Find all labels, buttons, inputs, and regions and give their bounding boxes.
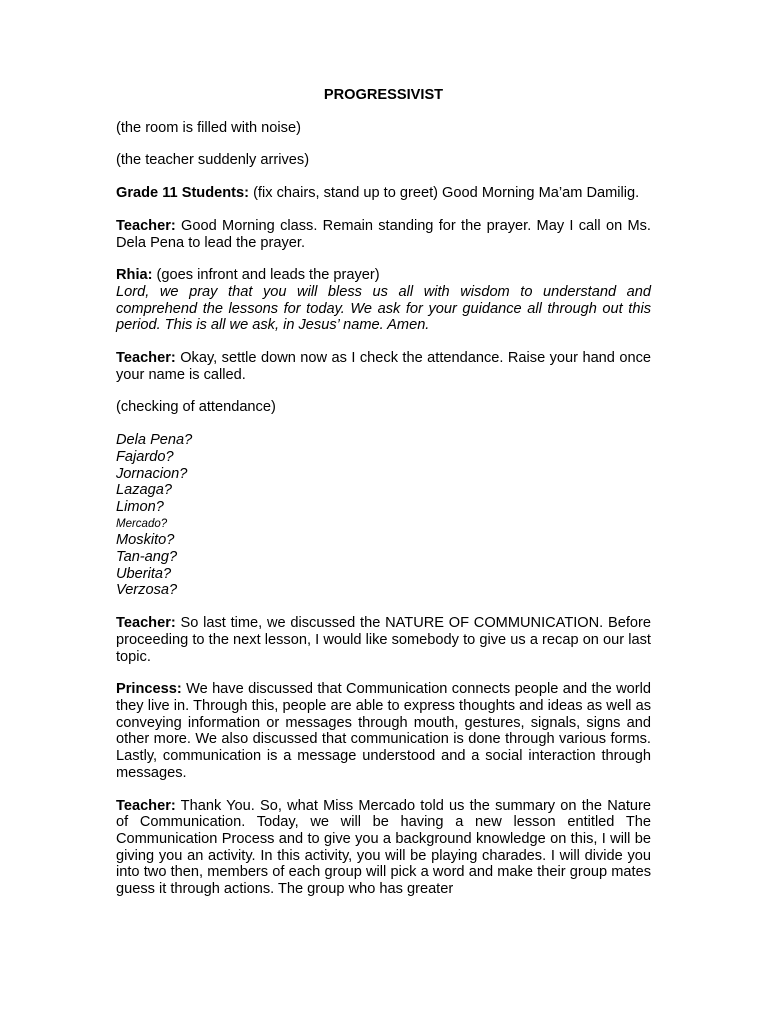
- attendance-name-list: [116, 432, 651, 599]
- stage-direction-teacher-arrives: (the teacher suddenly arrives): [116, 152, 310, 169]
- speaker-label: Teacher:: [116, 615, 176, 632]
- dialogue-princess-recap: [116, 681, 651, 781]
- speaker-label: Teacher:: [116, 350, 176, 367]
- attendance-name: Moskito?: [116, 532, 175, 549]
- attendance-name: Verzosa?: [116, 582, 178, 599]
- dialogue-text: Okay, settle down now as I check the attendance. Raise your hand once your name is called.: [116, 350, 651, 383]
- attendance-name: Lazaga?: [116, 482, 172, 499]
- speaker-label: Princess:: [116, 681, 182, 698]
- dialogue-rhia-prayer: [116, 267, 651, 334]
- speaker-label: Grade 11 Students:: [116, 185, 250, 202]
- attendance-name: Tan-ang?: [116, 549, 178, 566]
- attendance-name: Jornacion?: [116, 465, 188, 482]
- dialogue-students-greeting: [116, 185, 651, 202]
- attendance-name: Fajardo?: [116, 448, 174, 465]
- rhia-intro-line: [116, 267, 651, 284]
- dialogue-teacher-recap-request: [116, 615, 651, 665]
- dialogue-text: (fix chairs, stand up to greet) Good Morning Ma’am Damilig.: [249, 185, 640, 202]
- speaker-label: Teacher:: [116, 797, 176, 814]
- dialogue-text: Thank You. So, what Miss Mercado told us the summary on the Nature of Communication. Today, we will be having a new lesson entitled The Communication Process and to give you a background knowledge on this, I will be giving you an activity. In this activity, you will be playing charades. I will divide you into two then, members of each group will pick a word and make their group mates guess it through actions. The group who has greater: [116, 797, 651, 898]
- speaker-label: Rhia:: [116, 267, 153, 284]
- attendance-name: Mercado?: [116, 517, 168, 530]
- dialogue-teacher-attendance: [116, 350, 651, 383]
- document-title: PROGRESSIVIST: [323, 87, 444, 103]
- document-body: [116, 87, 651, 914]
- dialogue-text: So last time, we discussed the NATURE OF COMMUNICATION. Before proceeding to the next lesson, I would like somebody to give us a recap on our last topic.: [116, 615, 651, 665]
- attendance-name: Dela Pena?: [116, 432, 193, 449]
- stage-direction-attendance: (checking of attendance): [116, 399, 276, 416]
- dialogue-text: (goes infront and leads the prayer): [152, 267, 380, 284]
- dialogue-text: We have discussed that Communication connects people and the world they live in. Through this, people are able to express thoughts and ideas as well as conveying information or messages through mouth, gestures, signals, signs and other more. We also discussed that communication is done through various forms. Lastly, communication is a message understood and a social interaction through messages.: [116, 681, 651, 781]
- attendance-name: Limon?: [116, 498, 164, 515]
- dialogue-text: Good Morning class. Remain standing for the prayer. May I call on Ms. Dela Pena to lead the prayer.: [116, 217, 651, 251]
- dialogue-teacher-new-lesson: [116, 798, 651, 898]
- speaker-label: Teacher:: [116, 217, 176, 234]
- dialogue-teacher-prayer-call: [116, 218, 651, 251]
- prayer-text: Lord, we pray that you will bless us all with wisdom to understand and comprehend the lessons for today. We ask for your guidance all through out this period. This is all we ask, in Jesus’ name. Amen.: [116, 283, 651, 334]
- attendance-name: Uberita?: [116, 565, 172, 582]
- stage-direction-noise: (the room is filled with noise): [116, 119, 301, 136]
